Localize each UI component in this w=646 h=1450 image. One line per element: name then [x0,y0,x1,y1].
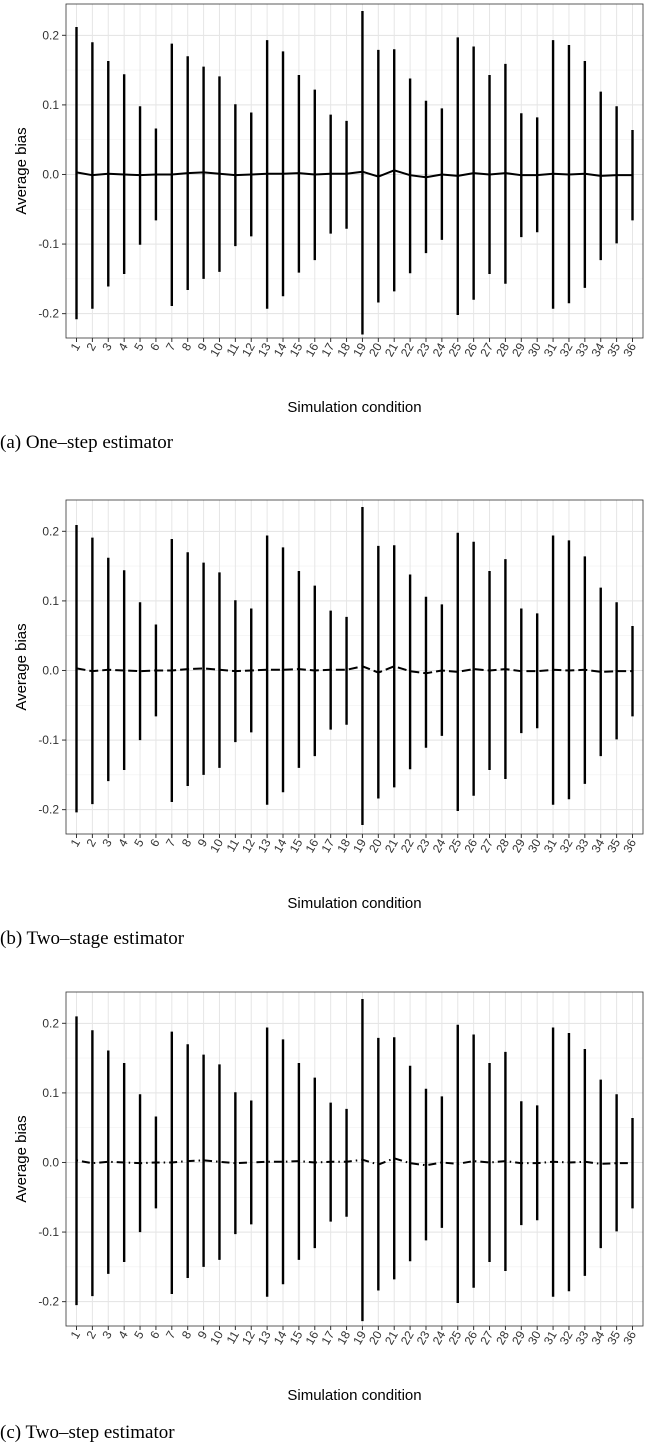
x-tick-label: 25 [445,836,465,856]
panel-b [0,496,646,916]
x-tick-label: 25 [445,1328,465,1348]
x-tick-label: 16 [302,836,322,856]
x-tick-label: 18 [334,1328,354,1348]
x-tick-label: 7 [162,1328,179,1342]
x-tick-label: 24 [429,340,449,360]
x-tick-label: 19 [350,340,370,360]
x-tick-label: 21 [382,340,401,360]
x-tick-label: 16 [302,1328,322,1348]
x-tick-label: 33 [572,1328,592,1348]
x-tick-label: 10 [207,836,227,856]
y-axis-title: Average bias [13,623,30,711]
y-tick-label: -0.1 [38,733,59,748]
x-tick-label: 27 [477,340,497,360]
x-tick-label: 30 [524,340,544,360]
x-tick-label: 6 [147,836,163,850]
y-tick-label: 0.2 [42,28,59,43]
x-tick-label: 28 [493,836,513,856]
x-tick-label: 24 [429,1328,449,1348]
x-tick-label: 20 [366,340,385,360]
caption-b: (b) Two–stage estimator [0,928,185,949]
x-tick-label: 34 [588,340,608,360]
panel-c [0,988,646,1408]
x-tick-label: 32 [556,340,576,360]
plot-background [66,992,643,1326]
x-tick-label: 4 [115,1328,131,1342]
x-tick-label: 7 [162,836,179,850]
x-tick-label: 29 [509,1328,528,1348]
y-tick-label: -0.2 [38,802,59,817]
x-tick-label: 30 [524,836,544,856]
y-tick-label: 0.0 [42,663,59,678]
x-tick-label: 14 [270,836,290,856]
chart-two-step [0,988,646,1408]
caption-c: (c) Two–step estimator [0,1422,175,1443]
x-tick-label: 23 [413,1328,433,1348]
x-tick-label: 22 [397,836,417,856]
x-axis-title: Simulation condition [287,895,422,912]
x-tick-label: 2 [83,340,99,354]
x-tick-label: 13 [254,836,274,856]
x-tick-label: 23 [413,340,433,360]
x-tick-label: 6 [147,1328,163,1342]
x-tick-label: 8 [178,340,195,354]
x-tick-label: 5 [131,1328,147,1342]
x-tick-label: 14 [270,340,290,360]
x-tick-label: 31 [540,836,560,856]
caption-a: (a) One–step estimator [0,432,174,453]
panel-a [0,0,646,420]
x-tick-label: 15 [286,836,306,856]
x-tick-label: 10 [207,1328,227,1348]
x-tick-label: 5 [131,340,147,354]
x-tick-label: 18 [334,836,354,856]
x-tick-label: 22 [397,340,417,360]
x-tick-label: 26 [461,340,481,360]
x-tick-label: 8 [178,836,195,850]
x-tick-label: 33 [572,836,592,856]
x-tick-label: 5 [131,836,147,850]
x-tick-label: 36 [620,340,640,360]
x-tick-label: 4 [115,340,131,354]
x-tick-label: 31 [540,1328,560,1348]
y-tick-label: -0.2 [38,306,59,321]
x-tick-label: 9 [194,340,211,354]
x-tick-label: 26 [461,836,481,856]
x-tick-label: 12 [239,1328,258,1348]
x-tick-label: 21 [382,1328,401,1348]
x-tick-label: 11 [223,340,242,359]
x-tick-label: 25 [445,340,465,360]
x-axis-title: Simulation condition [287,1387,422,1404]
x-tick-label: 1 [67,1328,84,1342]
x-tick-label: 28 [493,340,513,360]
x-tick-label: 26 [461,1328,481,1348]
x-tick-label: 35 [604,340,624,360]
x-tick-label: 36 [620,836,640,856]
y-axis-title: Average bias [13,127,30,215]
x-tick-label: 9 [194,1328,211,1342]
y-tick-label: 0.1 [42,593,59,608]
x-tick-label: 21 [382,836,401,856]
x-tick-label: 17 [318,836,338,856]
x-tick-label: 12 [239,340,258,360]
x-tick-label: 19 [350,836,370,856]
x-tick-label: 31 [540,340,560,360]
x-tick-label: 11 [223,836,242,855]
plot-background [66,500,643,834]
x-tick-label: 4 [115,836,131,850]
x-tick-label: 9 [194,836,211,850]
x-tick-label: 2 [83,1328,99,1342]
x-tick-label: 34 [588,836,608,856]
x-tick-label: 1 [67,836,84,850]
x-tick-label: 20 [366,1328,385,1348]
x-tick-label: 3 [99,1328,115,1342]
y-tick-label: 0.1 [42,97,59,112]
x-tick-label: 10 [207,340,227,360]
x-tick-label: 8 [178,1328,195,1342]
x-tick-label: 17 [318,340,338,360]
x-tick-label: 22 [397,1328,417,1348]
x-tick-label: 23 [413,836,433,856]
x-tick-label: 27 [477,1328,497,1348]
x-tick-label: 19 [350,1328,370,1348]
chart-one-step [0,0,646,420]
x-tick-label: 29 [509,340,528,360]
x-tick-label: 35 [604,836,624,856]
x-tick-label: 15 [286,1328,306,1348]
x-tick-label: 15 [286,340,306,360]
x-tick-label: 27 [477,836,497,856]
x-tick-label: 32 [556,836,576,856]
x-tick-label: 35 [604,1328,624,1348]
x-tick-label: 18 [334,340,354,360]
x-tick-label: 3 [99,836,115,850]
plot-background [66,4,643,338]
x-tick-label: 30 [524,1328,544,1348]
x-tick-label: 14 [270,1328,290,1348]
x-tick-label: 17 [318,1328,338,1348]
x-tick-label: 16 [302,340,322,360]
x-tick-label: 13 [254,1328,274,1348]
x-tick-label: 6 [147,340,163,354]
x-tick-label: 20 [366,836,385,856]
x-tick-label: 13 [254,340,274,360]
x-tick-label: 2 [83,836,99,850]
x-tick-label: 29 [509,836,528,856]
x-tick-label: 24 [429,836,449,856]
y-tick-label: -0.1 [38,237,59,252]
y-tick-label: 0.0 [42,1155,59,1170]
y-tick-label: 0.0 [42,167,59,182]
x-tick-label: 28 [493,1328,513,1348]
x-tick-label: 11 [223,1328,242,1347]
x-tick-label: 33 [572,340,592,360]
y-axis-title: Average bias [13,1115,30,1203]
y-tick-label: 0.2 [42,524,59,539]
x-tick-label: 1 [67,340,84,354]
x-tick-label: 3 [99,340,115,354]
x-tick-label: 7 [162,340,179,354]
x-tick-label: 32 [556,1328,576,1348]
y-tick-label: -0.1 [38,1225,59,1240]
x-tick-label: 36 [620,1328,640,1348]
x-tick-label: 34 [588,1328,608,1348]
x-tick-label: 12 [239,836,258,856]
y-tick-label: -0.2 [38,1294,59,1309]
y-tick-label: 0.1 [42,1085,59,1100]
y-tick-label: 0.2 [42,1016,59,1031]
x-axis-title: Simulation condition [287,399,422,416]
chart-two-stage [0,496,646,916]
